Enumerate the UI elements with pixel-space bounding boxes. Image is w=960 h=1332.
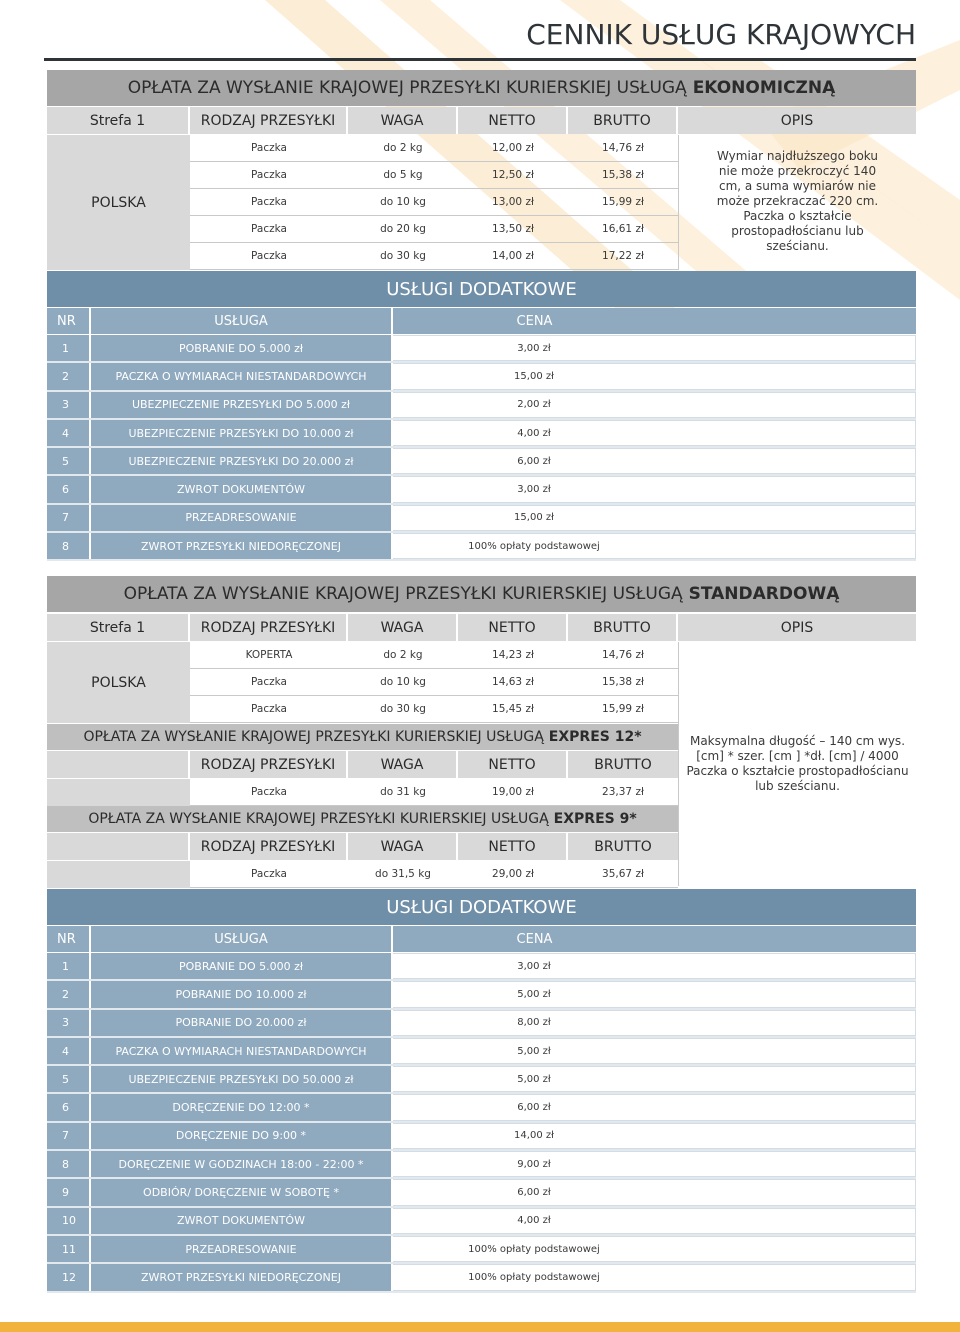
econ-row-netto: 12,00 zł	[492, 142, 534, 154]
econ-services-header-cena: CENA	[393, 308, 916, 334]
service-nr: 4	[47, 1038, 91, 1064]
table-row	[190, 216, 678, 243]
econ-services-header-nr: NR	[47, 308, 91, 334]
service-nr: 1	[47, 335, 91, 361]
service-nr: 10	[47, 1208, 91, 1234]
list-item	[47, 1264, 916, 1292]
list-item	[47, 981, 916, 1009]
std-title-prefix: OPŁATA ZA WYSŁANIE KRAJOWEJ PRZESYŁKI KURIERSKIEJ USŁUGĄ	[123, 584, 683, 604]
expres9-title-bold: EXPRES 9*	[553, 811, 637, 827]
econ-row-netto: 12,50 zł	[492, 169, 534, 181]
econ-header-strefa: Strefa 1	[47, 107, 190, 134]
list-item	[47, 392, 916, 420]
service-price: 6,00 zł	[393, 1179, 916, 1205]
econ-zone-cell: POLSKA	[47, 135, 190, 270]
service-price: 4,00 zł	[393, 1208, 916, 1234]
service-price: 8,00 zł	[393, 1010, 916, 1036]
std-header-row	[47, 614, 916, 641]
econ-row-weight: do 2 kg	[383, 142, 423, 154]
std-row-weight: do 10 kg	[380, 676, 426, 688]
std-header-brutto: BRUTTO	[568, 614, 678, 641]
econ-services-header	[47, 308, 916, 334]
econ-description-text: Wymiar najdłuższego boku nie może przekroczyć 140 cm, a suma wymiarów nie może przekraczać 220 cm. Paczka o kształcie prostopadłościanu lub sześcianu.	[716, 149, 879, 253]
service-name: PACZKA O WYMIARACH NIESTANDARDOWYCH	[91, 1038, 393, 1064]
list-item	[47, 1123, 916, 1151]
econ-row-netto: 14,00 zł	[492, 250, 534, 262]
expres12-header-waga: WAGA	[348, 751, 458, 778]
expres12-title-bold: EXPRES 12*	[548, 729, 642, 745]
expres12-row-spacer	[47, 779, 190, 806]
service-name: UBEZPIECZENIE PRZESYŁKI DO 20.000 zł	[91, 448, 393, 474]
service-name: POBRANIE DO 5.000 zł	[91, 953, 393, 979]
service-name: UBEZPIECZENIE PRZESYŁKI DO 50.000 zł	[91, 1066, 393, 1092]
std-row-brutto: 15,99 zł	[602, 703, 644, 715]
service-price: 5,00 zł	[393, 1038, 916, 1064]
econ-header-row	[47, 107, 916, 134]
econ-title-prefix: OPŁATA ZA WYSŁANIE KRAJOWEJ PRZESYŁKI KURIERSKIEJ USŁUGĄ	[127, 78, 687, 98]
expres12-header-netto: NETTO	[458, 751, 568, 778]
econ-row-weight: do 20 kg	[380, 223, 426, 235]
std-services-header-cena: CENA	[393, 926, 916, 952]
list-item	[47, 1038, 916, 1066]
service-name: DORĘCZENIE W GODZINACH 18:00 - 22:00 *	[91, 1151, 393, 1177]
table-row	[190, 669, 678, 696]
std-row-brutto: 14,76 zł	[602, 649, 644, 661]
service-price: 15,00 zł	[393, 363, 916, 389]
std-rows	[190, 642, 678, 723]
econ-row-type: Paczka	[251, 223, 287, 235]
std-row-netto: 15,45 zł	[492, 703, 534, 715]
econ-services-title-bar: USŁUGI DODATKOWE	[47, 271, 916, 307]
std-header-waga: WAGA	[348, 614, 458, 641]
list-item	[47, 1094, 916, 1122]
service-nr: 6	[47, 1094, 91, 1120]
expres12-header-spacer	[47, 751, 190, 778]
expres12-row-brutto: 23,37 zł	[602, 786, 644, 798]
service-name: DORĘCZENIE DO 9:00 *	[91, 1123, 393, 1149]
page-title: CENNIK USŁUG KRAJOWYCH	[526, 18, 916, 51]
table-row	[190, 696, 678, 723]
service-price: 100% opłaty podstawowej	[393, 1236, 916, 1262]
expres12-header-rodzaj: RODZAJ PRZESYŁKI	[190, 751, 348, 778]
list-item	[47, 1208, 916, 1236]
econ-title-bar	[47, 70, 916, 106]
service-name: PRZEADRESOWANIE	[91, 1236, 393, 1262]
expres9-header-rodzaj: RODZAJ PRZESYŁKI	[190, 833, 348, 860]
table-row	[190, 189, 678, 216]
service-name: POBRANIE DO 5.000 zł	[91, 335, 393, 361]
expres12-title-bar	[47, 724, 678, 750]
econ-description	[678, 135, 916, 270]
std-row-type: KOPERTA	[245, 649, 293, 661]
expres12-header-row	[47, 751, 678, 778]
list-item	[47, 363, 916, 391]
std-header-rodzaj: RODZAJ PRZESYŁKI	[190, 614, 348, 641]
list-item	[47, 1236, 916, 1264]
service-name: PACZKA O WYMIARACH NIESTANDARDOWYCH	[91, 363, 393, 389]
std-row-type: Paczka	[251, 703, 287, 715]
service-price: 3,00 zł	[393, 953, 916, 979]
expres9-header-waga: WAGA	[348, 833, 458, 860]
econ-header-netto: NETTO	[458, 107, 568, 134]
expres12-row-type: Paczka	[251, 786, 287, 798]
expres12-row-weight: do 31 kg	[380, 786, 426, 798]
std-row-type: Paczka	[251, 676, 287, 688]
bottom-accent-stripe	[0, 1322, 960, 1332]
expres12-row-netto: 19,00 zł	[492, 786, 534, 798]
econ-row-netto: 13,50 zł	[492, 223, 534, 235]
table-row	[190, 135, 678, 162]
service-nr: 3	[47, 392, 91, 418]
std-zone-cell: POLSKA	[47, 642, 190, 723]
service-price: 6,00 zł	[393, 1094, 916, 1120]
std-description-text: Maksymalna długość – 140 cm wys. [cm] * szer. [cm ] *dł. [cm] / 4000 Paczka o kształcie prostopadłościanu lub sześcianu.	[686, 734, 909, 793]
econ-header-opis: OPIS	[678, 107, 916, 134]
econ-row-netto: 13,00 zł	[492, 196, 534, 208]
table-row	[190, 861, 678, 888]
service-price: 6,00 zł	[393, 448, 916, 474]
list-item	[47, 448, 916, 476]
expres9-header-brutto: BRUTTO	[568, 833, 678, 860]
std-header-strefa: Strefa 1	[47, 614, 190, 641]
service-nr: 1	[47, 953, 91, 979]
std-header-netto: NETTO	[458, 614, 568, 641]
econ-row-type: Paczka	[251, 142, 287, 154]
expres9-header-row	[47, 833, 678, 860]
service-name: ODBIÓR/ DORĘCZENIE W SOBOTĘ *	[91, 1179, 393, 1205]
expres12-row-wrap	[47, 779, 678, 806]
service-nr: 9	[47, 1179, 91, 1205]
std-row-netto: 14,23 zł	[492, 649, 534, 661]
service-name: ZWROT DOKUMENTÓW	[91, 1208, 393, 1234]
econ-row-weight: do 30 kg	[380, 250, 426, 262]
service-nr: 8	[47, 533, 91, 559]
list-item	[47, 533, 916, 561]
std-row-weight: do 30 kg	[380, 703, 426, 715]
expres9-title-prefix: OPŁATA ZA WYSŁANIE KRAJOWEJ PRZESYŁKI KURIERSKIEJ USŁUGĄ	[88, 811, 549, 827]
econ-services-list	[47, 335, 916, 561]
std-services-header	[47, 926, 916, 952]
econ-rows	[190, 135, 678, 270]
expres12-header-brutto: BRUTTO	[568, 751, 678, 778]
service-nr: 5	[47, 1066, 91, 1092]
std-header-opis: OPIS	[678, 614, 916, 641]
service-nr: 2	[47, 981, 91, 1007]
econ-row-type: Paczka	[251, 169, 287, 181]
service-price: 100% opłaty podstawowej	[393, 1264, 916, 1290]
expres9-row-netto: 29,00 zł	[492, 868, 534, 880]
expres9-row-weight: do 31,5 kg	[375, 868, 431, 880]
std-description	[678, 642, 916, 886]
service-name: PRZEADRESOWANIE	[91, 505, 393, 531]
service-name: POBRANIE DO 10.000 zł	[91, 981, 393, 1007]
list-item	[47, 505, 916, 533]
econ-row-brutto: 14,76 zł	[602, 142, 644, 154]
service-price: 15,00 zł	[393, 505, 916, 531]
service-nr: 2	[47, 363, 91, 389]
expres9-row-type: Paczka	[251, 868, 287, 880]
expres9-title-bar	[47, 806, 678, 832]
service-price: 5,00 zł	[393, 981, 916, 1007]
service-nr: 5	[47, 448, 91, 474]
service-name: ZWROT PRZESYŁKI NIEDORĘCZONEJ	[91, 1264, 393, 1290]
service-name: ZWROT PRZESYŁKI NIEDORĘCZONEJ	[91, 533, 393, 559]
std-services-header-nr: NR	[47, 926, 91, 952]
service-nr: 3	[47, 1010, 91, 1036]
econ-title-bold: EKONOMICZNĄ	[692, 78, 836, 98]
list-item	[47, 1010, 916, 1038]
table-row	[190, 779, 678, 806]
service-name: POBRANIE DO 20.000 zł	[91, 1010, 393, 1036]
table-row	[190, 243, 678, 270]
service-price: 2,00 zł	[393, 392, 916, 418]
econ-row-weight: do 5 kg	[383, 169, 423, 181]
service-name: DORĘCZENIE DO 12:00 *	[91, 1094, 393, 1120]
service-nr: 11	[47, 1236, 91, 1262]
econ-row-weight: do 10 kg	[380, 196, 426, 208]
table-row	[190, 642, 678, 669]
std-row-brutto: 15,38 zł	[602, 676, 644, 688]
list-item	[47, 420, 916, 448]
expres9-header-netto: NETTO	[458, 833, 568, 860]
std-services-title-bar: USŁUGI DODATKOWE	[47, 889, 916, 925]
econ-row-brutto: 15,99 zł	[602, 196, 644, 208]
econ-header-rodzaj: RODZAJ PRZESYŁKI	[190, 107, 348, 134]
econ-header-brutto: BRUTTO	[568, 107, 678, 134]
expres9-row-wrap	[47, 861, 678, 888]
std-services-header-usluga: USŁUGA	[91, 926, 393, 952]
service-name: ZWROT DOKUMENTÓW	[91, 476, 393, 502]
title-rule	[44, 58, 916, 61]
service-price: 3,00 zł	[393, 335, 916, 361]
std-row-netto: 14,63 zł	[492, 676, 534, 688]
service-price: 3,00 zł	[393, 476, 916, 502]
list-item	[47, 1179, 916, 1207]
service-price: 4,00 zł	[393, 420, 916, 446]
std-services-list	[47, 953, 916, 1293]
econ-header-waga: WAGA	[348, 107, 458, 134]
list-item	[47, 1151, 916, 1179]
service-price: 5,00 zł	[393, 1066, 916, 1092]
std-title-bold: STANDARDOWĄ	[688, 584, 840, 604]
econ-row-type: Paczka	[251, 250, 287, 262]
list-item	[47, 953, 916, 981]
service-price: 9,00 zł	[393, 1151, 916, 1177]
service-nr: 6	[47, 476, 91, 502]
econ-row-type: Paczka	[251, 196, 287, 208]
service-price: 14,00 zł	[393, 1123, 916, 1149]
std-title-bar	[47, 576, 916, 612]
list-item	[47, 476, 916, 504]
table-row	[190, 162, 678, 189]
service-name: UBEZPIECZENIE PRZESYŁKI DO 5.000 zł	[91, 392, 393, 418]
service-nr: 8	[47, 1151, 91, 1177]
econ-row-brutto: 17,22 zł	[602, 250, 644, 262]
econ-row-brutto: 16,61 zł	[602, 223, 644, 235]
list-item	[47, 335, 916, 363]
service-nr: 12	[47, 1264, 91, 1290]
std-row-weight: do 2 kg	[383, 649, 423, 661]
expres9-header-spacer	[47, 833, 190, 860]
expres12-title-prefix: OPŁATA ZA WYSŁANIE KRAJOWEJ PRZESYŁKI KURIERSKIEJ USŁUGĄ	[83, 729, 544, 745]
service-name: UBEZPIECZENIE PRZESYŁKI DO 10.000 zł	[91, 420, 393, 446]
expres9-row-brutto: 35,67 zł	[602, 868, 644, 880]
service-price: 100% opłaty podstawowej	[393, 533, 916, 559]
service-nr: 7	[47, 1123, 91, 1149]
service-nr: 4	[47, 420, 91, 446]
econ-row-brutto: 15,38 zł	[602, 169, 644, 181]
econ-services-header-usluga: USŁUGA	[91, 308, 393, 334]
expres9-row-spacer	[47, 861, 190, 888]
service-nr: 7	[47, 505, 91, 531]
list-item	[47, 1066, 916, 1094]
